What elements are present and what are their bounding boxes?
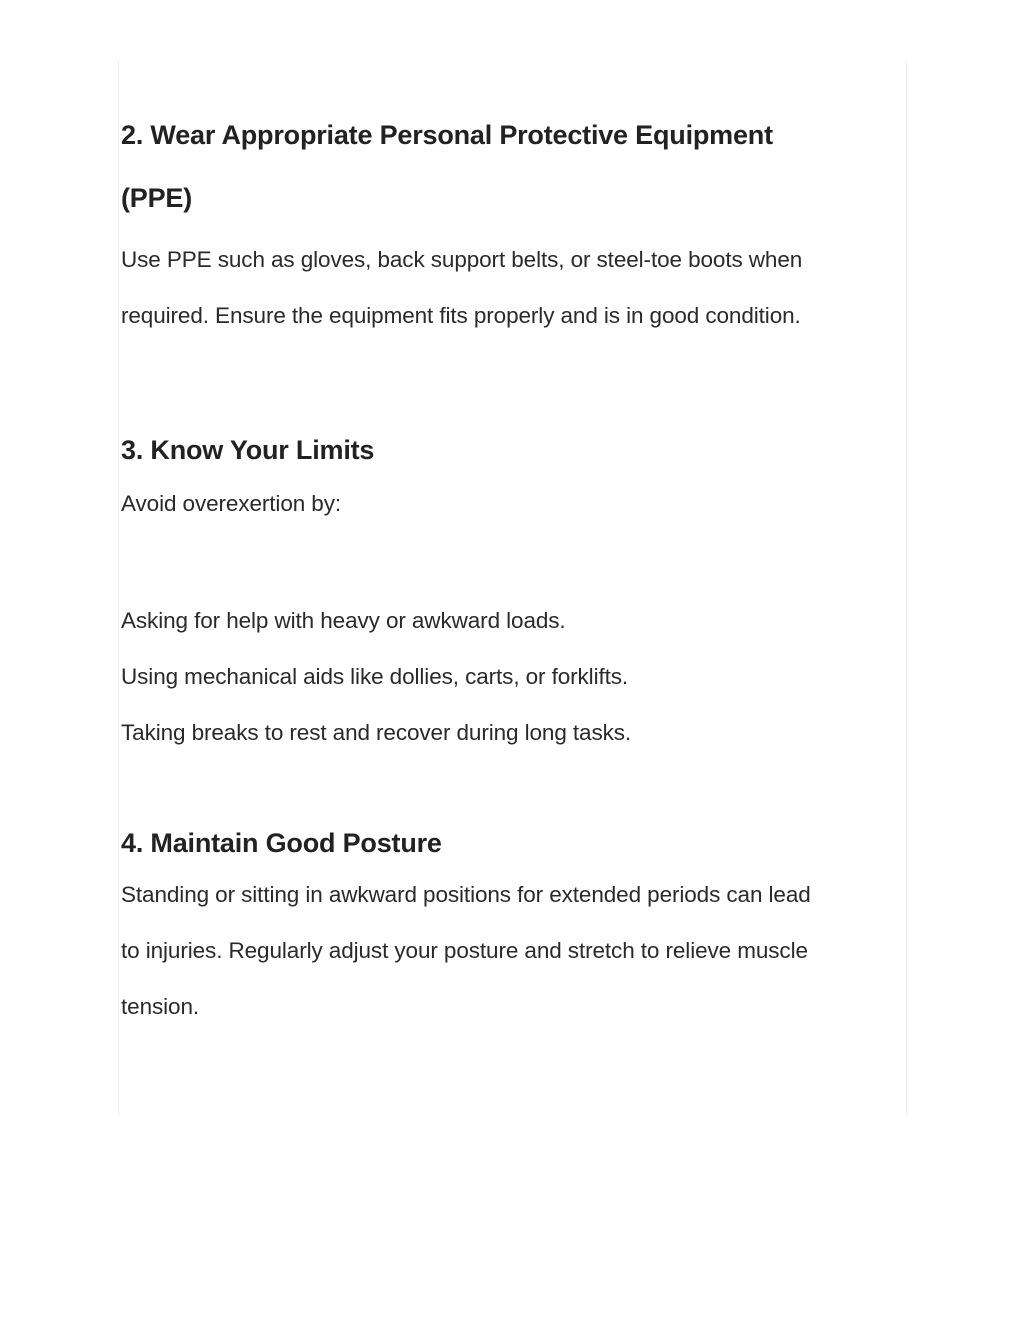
section-body-ppe-line-1: Use PPE such as gloves, back support belts, or steel-toe boots when	[121, 247, 803, 272]
list-item-mechanical-aids: Using mechanical aids like dollies, carts, or forklifts.	[121, 664, 629, 689]
section-body-know-limits-intro: Avoid overexertion by:	[121, 491, 342, 516]
list-item-ask-for-help: Asking for help with heavy or awkward loads.	[121, 608, 566, 633]
section-heading-posture: 4. Maintain Good Posture	[121, 828, 442, 858]
section-heading-ppe-line-1: 2. Wear Appropriate Personal Protective Equipment	[121, 120, 773, 150]
section-body-ppe-line-2: required. Ensure the equipment fits properly and is in good condition.	[121, 303, 801, 328]
section-body-posture-line-1: Standing or sitting in awkward positions for extended periods can lead	[121, 882, 811, 907]
section-body-posture-line-2: to injuries. Regularly adjust your posture and stretch to relieve muscle	[121, 938, 808, 963]
section-heading-ppe-line-2: (PPE)	[121, 183, 193, 213]
section-heading-know-limits: 3. Know Your Limits	[121, 435, 375, 465]
section-body-posture-line-3: tension.	[121, 994, 200, 1019]
list-item-take-breaks: Taking breaks to rest and recover during long tasks.	[121, 720, 632, 745]
